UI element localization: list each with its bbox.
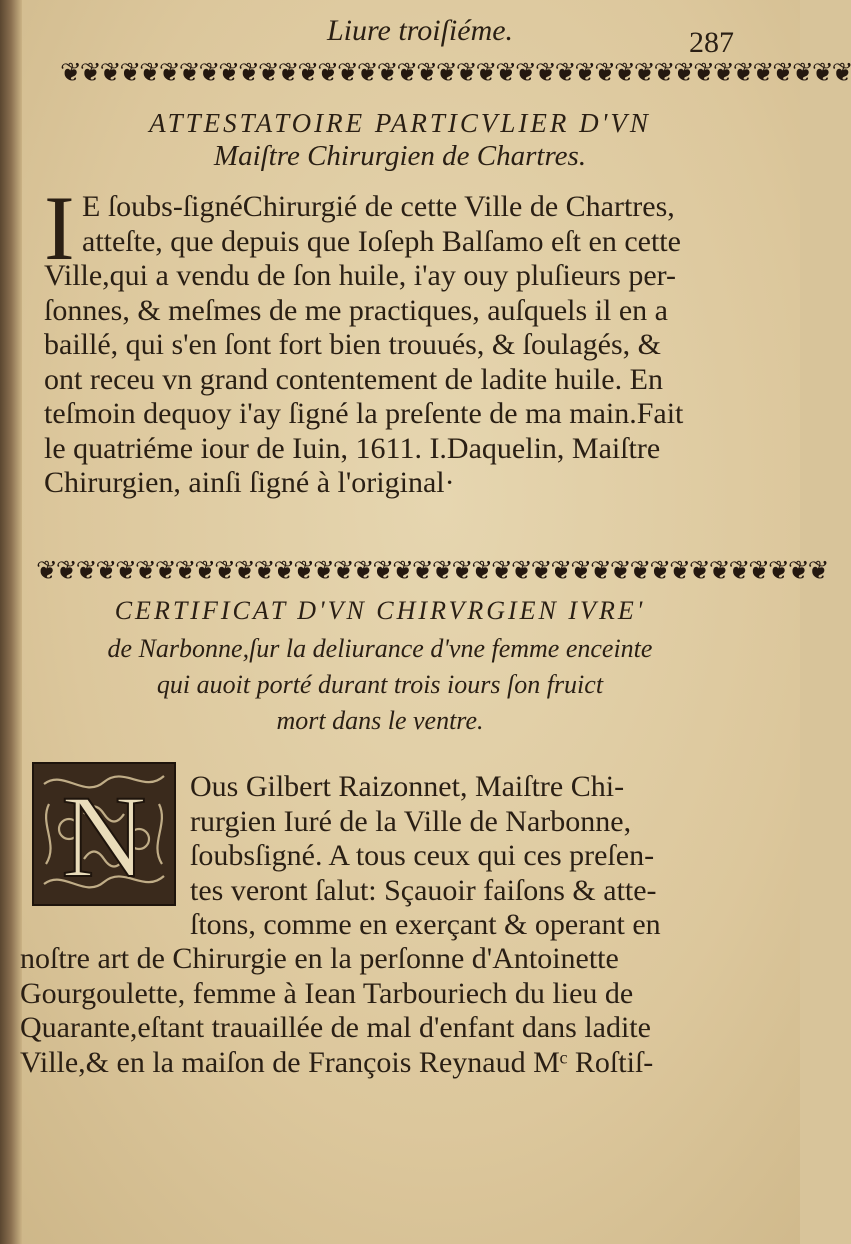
text-line: tes veront ſalut: Sçauoir faiſons & atte- bbox=[190, 873, 657, 907]
page-number: 287 bbox=[689, 26, 734, 59]
text-line: rurgien Iuré de la Ville de Narbonne, bbox=[190, 804, 632, 838]
section2-body-indented bbox=[190, 770, 710, 943]
text-line: E ſoubs-ſignéChirurgié de cette Ville de Chartres, bbox=[82, 190, 675, 223]
section2-heading-line3: qui auoit porté durant trois iours ſon fruict bbox=[156, 670, 604, 699]
ornament-band-top: ❦❦❦❦❦❦❦❦❦❦❦❦❦❦❦❦❦❦❦❦❦❦❦❦❦❦❦❦❦❦❦❦❦❦❦❦❦❦❦❦ bbox=[60, 58, 851, 88]
section1-heading-line2: Maiſtre Chirurgien de Chartres. bbox=[213, 140, 587, 172]
text-line: Gourgoulette, femme à Iean Tarbouriech du lieu de bbox=[20, 976, 634, 1010]
text-line: atteſte, que depuis que Ioſeph Balſamo eſt en cette bbox=[82, 224, 681, 258]
text-line: Ville,qui a vendu de ſon huile, i'ay ouy pluſieurs per- bbox=[44, 259, 677, 292]
text-line: ont receu vn grand contentement de ladite huile. En bbox=[44, 362, 663, 396]
text-line: Ville,& en la maiſon de François Reynaud Mᶜ Roſtiſ- bbox=[20, 1045, 654, 1079]
text-line: noſtre art de Chirurgie en la perſonne d'Antoinette bbox=[20, 942, 619, 975]
text-line: baillé, qui s'en ſont fort bien trouués, & ſoulagés, & bbox=[44, 328, 661, 361]
section2-heading-line1: CERTIFICAT D'VN CHIRVRGIEN IVRE' bbox=[114, 596, 646, 625]
section2-body-full bbox=[20, 942, 710, 1080]
text-line: Chirurgien, ainſi ſigné à l'original· bbox=[44, 466, 455, 499]
ornament-band-middle: ❦❦❦❦❦❦❦❦❦❦❦❦❦❦❦❦❦❦❦❦❦❦❦❦❦❦❦❦❦❦❦❦❦❦❦❦❦❦❦❦ bbox=[36, 556, 828, 586]
text-line: teſmoin dequoy i'ay ſigné la preſente de ma main.Fait bbox=[44, 397, 684, 430]
section1-body bbox=[44, 177, 734, 501]
text-line: ſonnes, & meſmes de me practiques, auſquels il en a bbox=[44, 293, 668, 327]
section1-heading-line1: ATTESTATOIRE PARTICVLIER D'VN bbox=[149, 108, 651, 138]
text-line: Quarante,eſtant trauaillée de mal d'enfant dans ladite bbox=[20, 1011, 651, 1044]
section2-dropcap-letter: N bbox=[61, 771, 147, 902]
running-head: Liure troiſiéme. bbox=[326, 14, 514, 47]
page-binding-edge bbox=[0, 0, 22, 1244]
decorated-initial-icon bbox=[34, 764, 174, 904]
text-line: le quatriéme iour de Iuin, 1611. I.Daquelin, Maiſtre bbox=[44, 431, 661, 465]
section1-dropcap: I bbox=[44, 177, 75, 279]
section2-heading-line4: mort dans le ventre. bbox=[276, 706, 484, 735]
section2-heading-line2: de Narbonne,ſur la deliurance d'vne femme enceinte bbox=[107, 634, 653, 663]
section2-dropcap-n bbox=[32, 762, 176, 906]
text-line: ſtons, comme en exerçant & operant en bbox=[190, 908, 661, 941]
text-line: Ous Gilbert Raizonnet, Maiſtre Chi- bbox=[190, 770, 625, 803]
text-line: ſoubsſigné. A tous ceux qui ces preſen- bbox=[190, 839, 655, 872]
